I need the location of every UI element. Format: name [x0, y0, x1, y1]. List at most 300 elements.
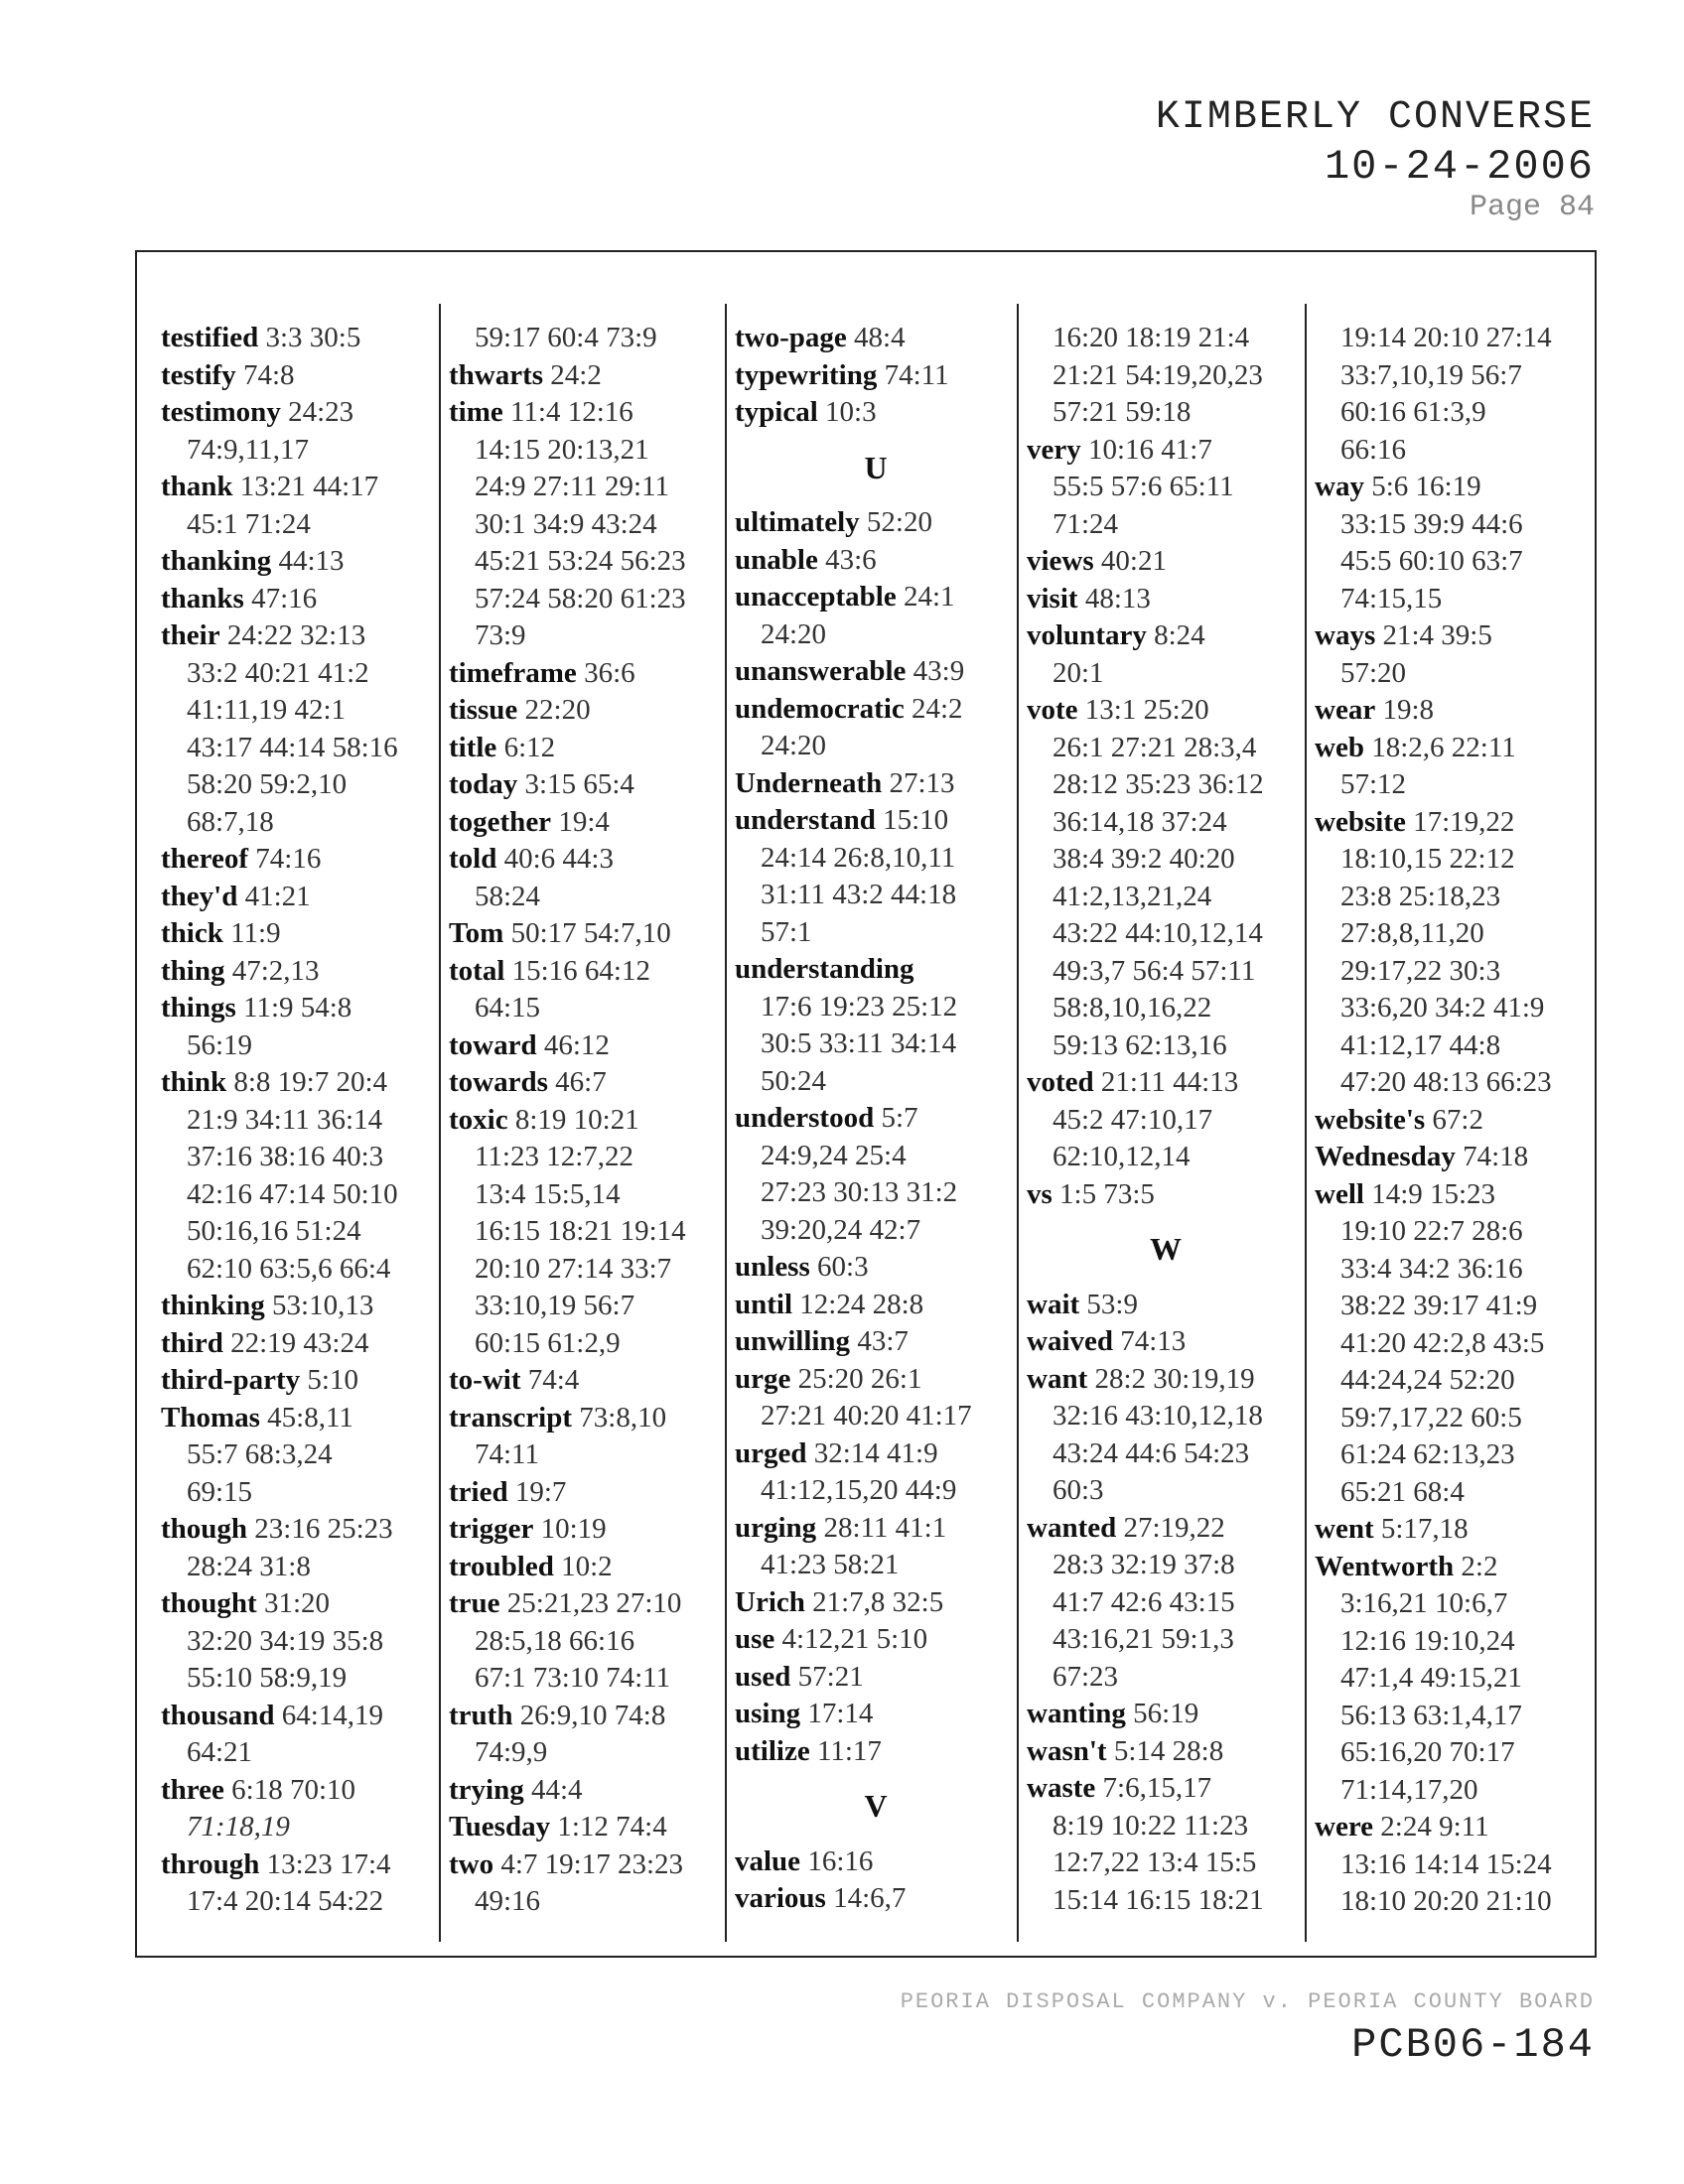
page-line-refs: 24:20	[761, 617, 827, 650]
index-entry-line	[735, 1174, 1017, 1212]
index-entry-line	[161, 1623, 439, 1661]
page-line-refs: 20:10 27:14 33:7	[475, 1252, 672, 1285]
index-entry-line	[735, 989, 1017, 1026]
page-line-refs: 27:21 40:20 41:17	[761, 1400, 972, 1432]
page-line-refs: 46:12	[536, 1028, 610, 1061]
page-line-refs: 47:20 48:13 66:23	[1340, 1066, 1552, 1098]
index-entry-line	[161, 1288, 439, 1325]
index-entry-line	[1315, 1102, 1593, 1140]
index-entry-line	[161, 841, 439, 879]
index-entry-line	[1027, 1102, 1305, 1140]
index-term: urging	[735, 1511, 817, 1544]
page-line-refs: 60:16 61:3,9	[1340, 396, 1486, 428]
index-entry	[449, 320, 727, 357]
index-term: well	[1315, 1177, 1364, 1210]
page-line-refs: 68:7,18	[187, 805, 274, 838]
index-entry-line	[161, 1511, 439, 1549]
page-line-refs: 48:13	[1077, 582, 1151, 614]
index-entry-line	[1027, 506, 1305, 544]
index-entry-line	[735, 1287, 1017, 1324]
index-entry	[735, 1696, 1017, 1733]
index-entry-line	[1315, 1251, 1593, 1289]
index-entry-line	[161, 915, 439, 953]
index-entry-line	[161, 766, 439, 804]
page-line-refs: 12:24 28:8	[792, 1288, 924, 1320]
index-entry-line	[1315, 506, 1593, 544]
index-term: Wentworth	[1315, 1550, 1455, 1582]
index-term: third-party	[161, 1364, 301, 1396]
index-entry-line	[161, 1064, 439, 1102]
page-line-refs: 15:16 64:12	[504, 954, 650, 987]
index-entry-line	[1315, 1734, 1593, 1772]
column-divider	[439, 304, 441, 1942]
index-term: website	[1315, 805, 1406, 838]
index-entry	[449, 1102, 727, 1363]
index-entry	[449, 804, 727, 842]
index-entry	[1315, 1139, 1593, 1176]
index-entry-line	[1027, 394, 1305, 432]
page-line-refs: 2:2	[1454, 1550, 1498, 1582]
index-entry	[735, 394, 1017, 432]
page-line-refs: 18:2,6 22:11	[1363, 731, 1516, 763]
index-entry-line	[1027, 990, 1305, 1027]
page-line-refs: 41:23 58:21	[761, 1549, 900, 1580]
index-entry-line	[1027, 804, 1305, 842]
index-entry-line	[449, 1846, 727, 1884]
page-line-refs: 28:2 30:19,19	[1087, 1362, 1255, 1395]
page-line-refs: 12:16 19:10,24	[1340, 1624, 1515, 1657]
index-entry	[449, 1772, 727, 1810]
index-entry-line	[1315, 1809, 1593, 1846]
index-entry	[161, 1846, 439, 1921]
index-term: testimony	[161, 396, 281, 428]
page-line-refs: 17:4 20:14 54:22	[187, 1885, 384, 1917]
index-term: testified	[161, 322, 259, 353]
index-term: understand	[735, 804, 876, 836]
index-entry	[735, 691, 1017, 765]
page-line-refs: 1:5 73:5	[1052, 1177, 1155, 1210]
page-line-refs: 27:23 30:13 31:2	[761, 1176, 958, 1208]
index-entry	[735, 1323, 1017, 1361]
page-line-refs: 74:9,11,17	[187, 433, 309, 466]
page-line-refs: 5:10	[300, 1364, 358, 1396]
page-line-refs: 45:1 71:24	[187, 507, 311, 540]
index-term: visit	[1027, 582, 1078, 614]
index-entry-line	[1315, 320, 1593, 357]
index-entry-line	[449, 1660, 727, 1698]
page-line-refs: 14:9 15:23	[1363, 1177, 1496, 1210]
index-entry-line	[449, 1288, 727, 1325]
index-entry-line	[449, 1064, 727, 1102]
index-term: Tuesday	[449, 1811, 551, 1843]
page-line-refs: 23:16 25:23	[247, 1513, 393, 1545]
index-term: unwilling	[735, 1325, 851, 1357]
index-term: understanding	[735, 953, 914, 985]
index-entry-line	[735, 504, 1017, 542]
index-entry-line	[449, 1623, 727, 1661]
page-line-refs: 43:17 44:14 58:16	[187, 731, 398, 763]
index-entry-line	[161, 1251, 439, 1289]
index-term: typical	[735, 396, 818, 428]
index-term: use	[735, 1623, 775, 1655]
index-entry-line	[1027, 320, 1305, 357]
index-entry	[735, 357, 1017, 395]
index-term: their	[161, 619, 220, 651]
index-entry-line	[1027, 1770, 1305, 1808]
index-entry-line	[1027, 692, 1305, 730]
page-line-refs: 60:3	[809, 1251, 869, 1283]
page-line-refs: 29:17,22 30:3	[1340, 954, 1501, 987]
index-entry	[161, 1325, 439, 1363]
page-line-refs: 5:6 16:19	[1363, 471, 1481, 502]
index-entry-line	[161, 506, 439, 544]
page-line-refs: 67:2	[1425, 1103, 1483, 1136]
page-line-refs: 17:14	[800, 1698, 874, 1729]
page-line-refs: 53:9	[1079, 1288, 1138, 1320]
page-line-refs: 43:6	[817, 543, 877, 576]
index-entry	[735, 765, 1017, 803]
index-entry-line	[1315, 841, 1593, 879]
index-entry	[735, 504, 1017, 542]
index-entry-line	[449, 730, 727, 767]
index-entry-line	[735, 1843, 1017, 1881]
index-entry-line	[449, 1325, 727, 1363]
index-entry-line	[1315, 581, 1593, 618]
page-line-refs: 13:21 44:17	[232, 471, 379, 502]
page-line-refs: 67:23	[1052, 1660, 1119, 1693]
page-line-refs: 49:3,7 56:4 57:11	[1052, 954, 1256, 987]
index-term: true	[449, 1587, 500, 1619]
index-entry-line	[449, 1585, 727, 1623]
page-line-refs: 59:17 60:4 73:9	[475, 322, 657, 353]
index-entry-line	[161, 1474, 439, 1512]
index-term: were	[1315, 1811, 1374, 1843]
page-line-refs: 58:20 59:2,10	[187, 768, 348, 800]
index-entry-line	[161, 1362, 439, 1400]
index-entry-line	[161, 953, 439, 991]
index-entry-line	[161, 543, 439, 581]
index-entry	[161, 915, 439, 953]
page-line-refs: 37:16 38:16 40:3	[187, 1141, 384, 1172]
index-entry-line	[735, 1361, 1017, 1399]
page-line-refs: 13:1 25:20	[1077, 694, 1209, 726]
index-entry	[1315, 1511, 1593, 1549]
index-entry-line	[161, 990, 439, 1027]
index-term: together	[449, 805, 552, 838]
index-entry-line	[735, 579, 1017, 616]
page-line-refs: 16:20 18:19 21:4	[1052, 322, 1250, 353]
index-entry-line	[449, 1362, 727, 1400]
index-term: thick	[161, 917, 223, 949]
index-entry-line	[161, 617, 439, 655]
page-line-refs: 46:7	[547, 1066, 607, 1098]
index-entry	[449, 1474, 727, 1512]
index-column-5	[1315, 320, 1593, 1936]
index-entry	[1027, 432, 1305, 544]
page-line-refs: 41:7 42:6 43:15	[1052, 1585, 1235, 1618]
index-entry-line	[735, 1435, 1017, 1473]
index-entry-line	[161, 1585, 439, 1623]
index-entry-line	[735, 1472, 1017, 1510]
index-entry	[735, 1584, 1017, 1622]
page-line-refs: 38:4 39:2 40:20	[1052, 843, 1235, 875]
page-line-refs: 74:15,15	[1340, 582, 1443, 614]
index-term: told	[449, 843, 497, 875]
page-number: Page 84	[1469, 191, 1595, 224]
index-term: think	[161, 1066, 227, 1098]
page-line-refs: 11:4 12:16	[502, 396, 633, 428]
page-line-refs: 23:8 25:18,23	[1340, 880, 1501, 912]
index-entry	[735, 802, 1017, 951]
page-line-refs: 38:22 39:17 41:9	[1340, 1290, 1538, 1321]
index-entry	[1027, 1510, 1305, 1697]
index-entry-line	[1027, 1139, 1305, 1176]
index-entry-line	[449, 1698, 727, 1735]
index-term: thwarts	[449, 358, 544, 391]
page-line-refs: 31:11 43:2 44:18	[761, 879, 957, 910]
index-entry	[161, 1585, 439, 1698]
index-entry-line	[1027, 543, 1305, 581]
index-entry-line	[735, 1880, 1017, 1918]
index-entry-line	[161, 320, 439, 357]
index-term: website's	[1315, 1103, 1426, 1136]
page-line-refs: 59:13 62:13,16	[1052, 1028, 1227, 1061]
index-entry-line	[1315, 1772, 1593, 1810]
index-entry	[161, 357, 439, 395]
page-line-refs: 21:21 54:19,20,23	[1052, 358, 1263, 391]
page-line-refs: 15:10	[875, 804, 949, 836]
index-entry-line	[161, 432, 439, 470]
page-line-refs: 19:7	[507, 1475, 567, 1508]
page-line-refs: 11:17	[809, 1734, 882, 1767]
case-title: PEORIA DISPOSAL COMPANY v. PEORIA COUNTY BOARD	[900, 1989, 1595, 2014]
index-entry	[161, 617, 439, 841]
page-line-refs: 33:6,20 34:2 41:9	[1340, 992, 1545, 1024]
page-line-refs: 74:9,9	[475, 1736, 548, 1768]
page-line-refs: 44:4	[523, 1773, 583, 1806]
index-entry	[449, 357, 727, 395]
index-term: troubled	[449, 1550, 554, 1582]
page-line-refs: 55:7 68:3,24	[187, 1438, 333, 1470]
index-entry	[1027, 1323, 1305, 1361]
page-line-refs: 10:16 41:7	[1080, 433, 1212, 466]
index-entry-line	[449, 1474, 727, 1512]
index-term: time	[449, 396, 503, 428]
index-entry-line	[735, 1621, 1017, 1659]
index-entry	[1027, 1770, 1305, 1919]
index-entry-line	[735, 1100, 1017, 1138]
index-entry	[449, 730, 727, 767]
index-entry	[449, 1846, 727, 1921]
index-entry-line	[1027, 841, 1305, 879]
index-entry-line	[735, 840, 1017, 878]
index-entry	[1315, 1549, 1593, 1810]
index-entry	[735, 951, 1017, 1100]
page-line-refs: 74:18	[1455, 1141, 1529, 1172]
index-entry-line	[161, 804, 439, 842]
index-entry-line	[735, 653, 1017, 691]
index-entry-line	[161, 1436, 439, 1474]
index-entry-line	[161, 1027, 439, 1065]
index-entry-line	[1315, 1436, 1593, 1474]
index-entry	[449, 1698, 727, 1772]
page-line-refs: 5:17,18	[1373, 1513, 1469, 1545]
index-entry-line	[449, 1436, 727, 1474]
index-entry-line	[1315, 394, 1593, 432]
index-entry-line	[1315, 1623, 1593, 1661]
index-entry-line	[1027, 357, 1305, 395]
index-entry	[1027, 1733, 1305, 1771]
index-entry-line	[1315, 1698, 1593, 1735]
page-line-refs: 71:24	[1052, 507, 1119, 540]
page-line-refs: 44:24,24 52:20	[1340, 1364, 1515, 1396]
index-entry-line	[449, 1251, 727, 1289]
index-entry	[161, 841, 439, 879]
index-entry-line	[1027, 953, 1305, 991]
index-entry-line	[161, 1102, 439, 1140]
index-entry	[735, 579, 1017, 653]
page-line-refs: 32:14 41:9	[806, 1436, 938, 1469]
index-term: title	[449, 731, 497, 763]
index-entry-line	[1315, 1213, 1593, 1251]
page-line-refs: 43:16,21 59:1,3	[1052, 1623, 1234, 1655]
index-entry	[735, 1249, 1017, 1287]
page-line-refs: 44:13	[271, 545, 345, 577]
index-term: Urich	[735, 1585, 805, 1618]
page-line-refs: 55:5 57:6 65:11	[1052, 471, 1234, 502]
page-line-refs: 45:21 53:24 56:23	[475, 545, 686, 577]
index-term: unable	[735, 543, 818, 576]
page-line-refs: 40:6 44:3	[496, 843, 614, 875]
page-line-refs: 24:14 26:8,10,11	[761, 841, 956, 874]
index-entry	[1027, 543, 1305, 581]
section-letter: V	[864, 1788, 888, 1824]
index-column-1	[161, 320, 439, 1936]
index-term: wanting	[1027, 1698, 1126, 1729]
page-line-refs: 41:12,17 44:8	[1340, 1028, 1501, 1061]
index-term: thanking	[161, 545, 272, 577]
page-line-refs: 30:1 34:9 43:24	[475, 507, 657, 540]
page-line-refs: 45:8,11	[259, 1401, 353, 1433]
page-line-refs: 67:1 73:10 74:11	[475, 1662, 671, 1694]
index-term: Wednesday	[1315, 1141, 1456, 1172]
index-entry-line	[1315, 1288, 1593, 1325]
column-divider	[1305, 304, 1307, 1942]
index-entry	[1315, 804, 1593, 1102]
index-entry-line	[1315, 1139, 1593, 1176]
page-line-refs: 48:4	[846, 322, 906, 353]
page-line-refs: 31:20	[256, 1587, 331, 1619]
index-entry-line	[1315, 1585, 1593, 1623]
section-letter: U	[864, 449, 888, 485]
page-line-refs: 28:24 31:8	[187, 1550, 311, 1582]
page-line-refs: 3:3 30:5	[258, 322, 361, 353]
index-term: wait	[1027, 1288, 1080, 1320]
page-line-refs: 33:2 40:21 41:2	[187, 656, 369, 689]
page-line-refs: 27:19,22	[1116, 1511, 1225, 1544]
index-entry-line	[1315, 617, 1593, 655]
index-term: wasn't	[1027, 1734, 1107, 1767]
index-term: tissue	[449, 694, 518, 726]
index-entry-line	[449, 1027, 727, 1065]
index-entry	[1315, 692, 1593, 730]
page-line-refs: 11:9	[222, 917, 281, 949]
index-entry	[161, 879, 439, 916]
page-line-refs: 27:13	[882, 766, 955, 799]
page-line-refs: 56:19	[187, 1028, 253, 1061]
page-line-refs: 5:7	[874, 1102, 918, 1134]
index-entry	[1315, 1176, 1593, 1512]
page-line-refs: 32:20 34:19 35:8	[187, 1624, 384, 1657]
index-entry-line	[1315, 804, 1593, 842]
page-line-refs: 39:20,24 42:7	[761, 1213, 921, 1246]
page-line-refs: 71:18,19	[187, 1811, 290, 1843]
index-entry-line	[1027, 1435, 1305, 1473]
page-line-refs: 60:15 61:2,9	[475, 1326, 621, 1359]
page-line-refs: 62:10 63:5,6 66:4	[187, 1252, 391, 1285]
index-term: very	[1027, 433, 1081, 466]
page-line-refs: 12:7,22 13:4 15:5	[1052, 1846, 1257, 1878]
page-line-refs: 24:9,24 25:4	[761, 1139, 907, 1171]
index-entry	[735, 653, 1017, 691]
index-entry-line	[735, 616, 1017, 654]
page-line-refs: 13:16 14:14 15:24	[1340, 1847, 1552, 1880]
index-term: thank	[161, 471, 233, 502]
index-entry	[1027, 1287, 1305, 1324]
page-line-refs: 14:15 20:13,21	[475, 433, 649, 466]
index-term: unacceptable	[735, 581, 897, 613]
index-entry-line	[449, 804, 727, 842]
index-entry	[161, 469, 439, 543]
page-line-refs: 57:21	[790, 1660, 864, 1693]
index-entry-line	[161, 692, 439, 730]
index-entry-line	[1027, 1361, 1305, 1399]
index-entry-line	[449, 841, 727, 879]
page-line-refs: 47:16	[243, 582, 318, 614]
page-line-refs: 50:24	[761, 1064, 827, 1097]
page-line-refs: 21:4 39:5	[1375, 619, 1492, 651]
index-entry-line	[735, 394, 1017, 432]
page-line-refs: 43:9	[906, 655, 965, 687]
index-entry	[161, 543, 439, 581]
page-line-refs: 19:8	[1375, 694, 1434, 726]
index-term: to-wit	[449, 1364, 521, 1396]
page-line-refs: 33:7,10,19 56:7	[1340, 358, 1522, 391]
page-line-refs: 64:15	[475, 992, 541, 1024]
index-entry-line	[449, 953, 727, 991]
page-line-refs: 18:10,15 22:12	[1340, 843, 1515, 875]
index-entry	[449, 655, 727, 693]
page-line-refs: 24:1	[896, 581, 955, 613]
page-line-refs: 43:7	[850, 1325, 909, 1357]
page-line-refs: 57:24 58:20 61:23	[475, 582, 686, 614]
index-entry	[449, 1549, 727, 1586]
index-term: using	[735, 1698, 801, 1729]
index-term: vs	[1027, 1177, 1052, 1210]
index-entry	[449, 1027, 727, 1065]
page-line-refs: 45:2 47:10,17	[1052, 1103, 1213, 1136]
index-entry-line	[161, 1846, 439, 1884]
index-entry-line	[161, 1660, 439, 1698]
page-line-refs: 26:9,10 74:8	[512, 1699, 666, 1731]
page-line-refs: 47:2,13	[224, 954, 320, 987]
case-number: PCB06-184	[1351, 2021, 1595, 2069]
index-entry-line	[1315, 1883, 1593, 1921]
index-entry	[449, 1511, 727, 1549]
index-entry-line	[1315, 1549, 1593, 1586]
index-term: utilize	[735, 1734, 810, 1767]
index-entry-line	[1027, 1472, 1305, 1510]
